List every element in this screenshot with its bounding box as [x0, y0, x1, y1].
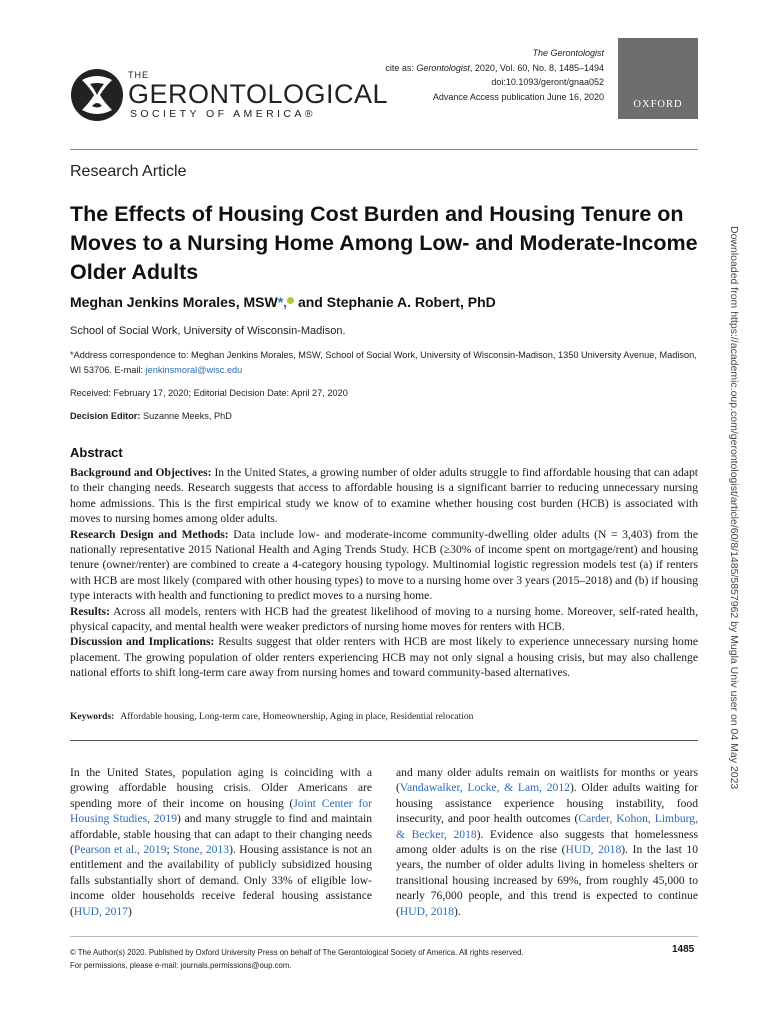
cite-volume: , 2020, Vol. 60, No. 8, 1485–1494 — [469, 62, 604, 73]
citation-link[interactable]: HUD, 2018 — [565, 843, 622, 857]
author-list — [70, 294, 496, 310]
abstract-background — [70, 465, 698, 527]
abstract-results — [70, 604, 698, 635]
download-notice: Downloaded from https://academic.oup.com/gerontologist/article/60/8/1485/5857962 by Mugla Univ user on 04 May 2023 — [728, 226, 740, 790]
discussion-label: Discussion and Implications: — [70, 635, 215, 649]
methods-label: Research Design and Methods: — [70, 527, 229, 541]
journal-name: The Gerontologist — [532, 48, 604, 58]
citation-link[interactable]: Carder, Kohon, Limburg, & Becker, 2018 — [396, 812, 699, 841]
abstract-methods — [70, 527, 698, 604]
background-text: In the United States, a growing number of older adults struggle to find affordable housing that can adapt to their changing needs. Research suggests that access to affordable housing is a significant barrier to reducing unnecessary nursing home admissions. This is the first empirical study we know of to examine whether housing cost burden (HCB) is associated with moves to nursing homes among older adults. — [70, 466, 698, 526]
citation-block — [385, 46, 604, 104]
editor-label: Decision Editor: — [70, 411, 141, 421]
methods-text: Data include low- and moderate-income community-dwelling older adults (N = 3,403) from the nationally representative 2015 National Health and Aging Trends Study. HCB (≥30% of income spent on mortgage/rent) and housing tenure (owner/renter) are combined to create a 4-category housing typology. Multinomial logistic regression models test (a) if renters with HCB are most likely (compared with other housing types) to move to a nursing home over 3 years (2015–2018) and (b) if housing type interacts with health and functioning to predict moves to a nursing home. — [70, 527, 699, 603]
citation-link[interactable]: Vandawalker, Locke, & Lam, 2012 — [399, 781, 570, 795]
article-title: The Effects of Housing Cost Burden and Housing Tenure on Moves to a Nursing Home Among Low- and Moderate-Income Older Adults — [70, 202, 698, 284]
editor-name: Suzanne Meeks, PhD — [140, 411, 232, 421]
decision-editor — [70, 411, 232, 421]
publisher-name: OXFORD — [633, 99, 683, 110]
logo-wordmark: GERONTOLOGICAL — [128, 79, 389, 109]
article-type: Research Article — [70, 163, 187, 180]
results-label: Results: — [70, 604, 110, 618]
logo-the: THE — [128, 70, 149, 80]
cite-line — [385, 61, 604, 76]
body-text: ). — [453, 904, 461, 918]
address-text: *Address correspondence to: Meghan Jenkins Morales, MSW, School of Social Work, University of Wisconsin-Madison, 1350 University Avenue, Madison, WI 53706. E-mail: — [70, 350, 697, 375]
cite-journal: Gerontologist — [416, 62, 470, 73]
logo-subtitle: SOCIETY OF AMERICA® — [130, 108, 316, 120]
body-text: In the United States, population aging is coinciding with a growing affordable housing crisis. Older Americans are spending more of their income on housing ( — [70, 766, 372, 810]
header-divider — [70, 149, 698, 150]
footer-divider — [70, 936, 698, 937]
body-column-right — [396, 765, 698, 919]
keywords-text: Affordable housing, Long-term care, Homeownership, Aging in place, Residential relocation — [120, 712, 474, 722]
citation-link[interactable]: HUD, 2017 — [73, 904, 128, 918]
author-1: Meghan Jenkins Morales, MSW — [70, 294, 278, 310]
body-column-left — [70, 765, 372, 919]
keywords-label: Keywords: — [70, 712, 115, 722]
intro-paragraph-continued — [396, 765, 698, 919]
permissions-line: For permissions, please e-mail: journals.permissions@oup.com. — [70, 961, 292, 970]
email-link[interactable]: jenkinsmoral@wisc.edu — [145, 365, 243, 375]
citation-link[interactable]: Pearson et al., 2019 — [73, 843, 167, 857]
results-text: Across all models, renters with HCB had the greatest likelihood of moving to a nursing home. Moreover, self-rated health, physical capacity, and mental health were weaker predictors of nursing home moves for renters with HCB. — [70, 604, 698, 634]
orcid-icon[interactable] — [287, 297, 294, 304]
keywords — [70, 712, 473, 722]
cite-prefix: cite as: — [385, 62, 417, 73]
intro-paragraph — [70, 765, 372, 919]
citation-link[interactable]: Joint Center for Housing Studies, 2019 — [70, 796, 372, 826]
discussion-text: Results suggest that older renters with HCB are most likely to experience unnecessary nursing home placement. The growing population of older renters experiencing HCB may not only signal a housing crisis, but may also challenge national efforts to shift long-term care away from nursing homes and toward community-based alternatives. — [70, 635, 698, 680]
author-2: and Stephanie A. Robert, PhD — [294, 294, 496, 310]
body-text: ). In the last 10 years, the number of older adults living in homeless shelters or transitional housing increased by 69%, from roughly 45,000 to nearly 76,000 people, and this trend is expected to continue ( — [396, 843, 699, 918]
correspondence-address — [70, 348, 700, 378]
body-text: ). Evidence also suggests that homelessness among older adults is on the rise ( — [396, 827, 699, 857]
body-text: ) — [127, 904, 132, 918]
copyright-line: © The Author(s) 2020. Published by Oxford University Press on behalf of The Gerontological Society of America. All rights reserved. — [70, 948, 524, 957]
hourglass-figure-icon — [70, 64, 124, 124]
body-text: ). Housing assistance is not an entitlement and the availability of publicly subsidized housing falls substantially short of demand. Only 33% of eligible low-income older households receive federal housing assistance ( — [70, 843, 372, 918]
affiliation: School of Social Work, University of Wisconsin-Madison. — [70, 325, 346, 337]
abstract-divider — [70, 740, 698, 741]
publisher-logo — [618, 38, 698, 119]
body-text: ) and many struggle to find and maintain affordable, stable housing that can adapt to their changing needs ( — [70, 812, 372, 857]
copyright-notice — [70, 946, 524, 972]
doi: doi:10.1093/geront/gnaa052 — [491, 77, 604, 87]
society-logo — [70, 62, 390, 128]
background-label: Background and Objectives: — [70, 466, 212, 479]
page-number: 1485 — [672, 944, 695, 955]
correspondence-mark[interactable]: *, — [277, 294, 288, 310]
citation-link[interactable]: HUD, 2018 — [399, 904, 454, 918]
advance-access: Advance Access publication June 16, 2020 — [432, 91, 604, 102]
received-dates: Received: February 17, 2020; Editorial Decision Date: April 27, 2020 — [70, 388, 348, 398]
body-text: ; — [166, 843, 174, 857]
body-text: ). Older adults waiting for housing assistance experience housing instability, food insecurity, and poor health outcomes ( — [396, 781, 698, 826]
body-text: and many older adults remain on waitlists for months or years ( — [396, 766, 698, 795]
citation-link[interactable]: Stone, 2013 — [173, 843, 230, 857]
abstract-discussion — [70, 634, 698, 680]
abstract-heading: Abstract — [70, 445, 123, 460]
abstract-body — [70, 465, 698, 681]
